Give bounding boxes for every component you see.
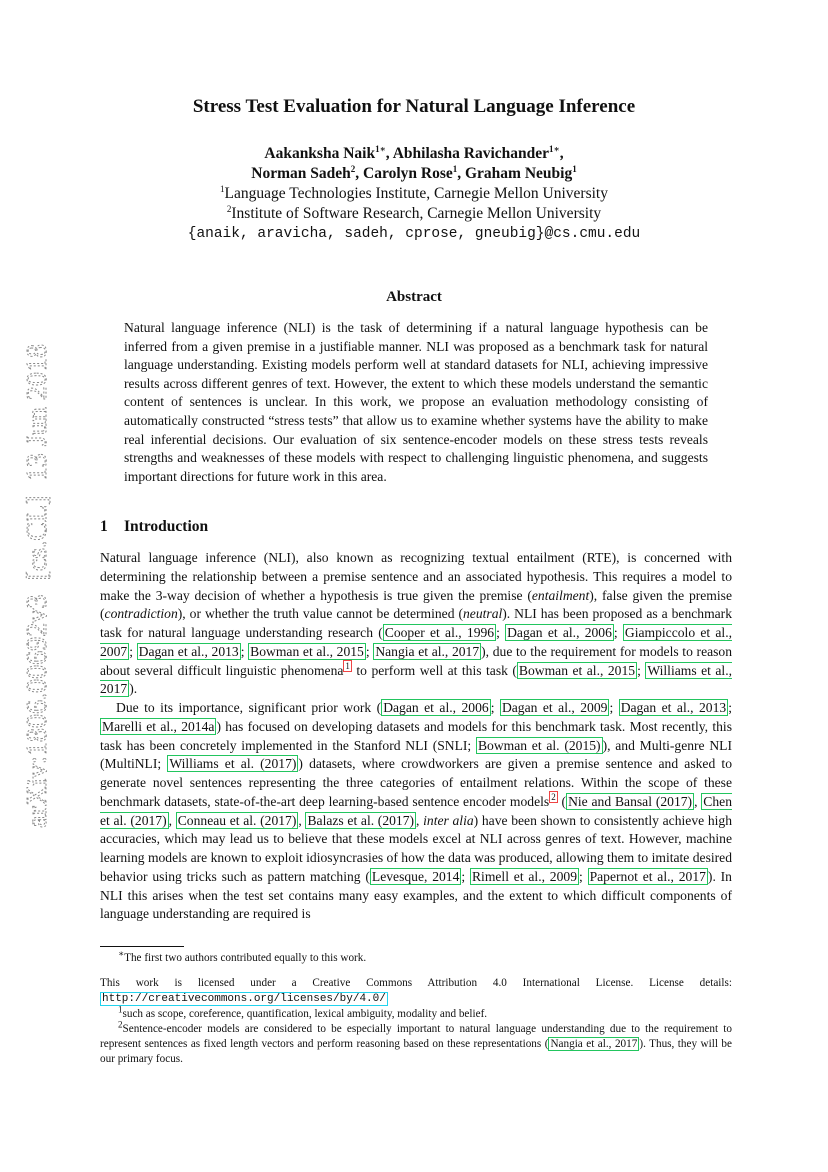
footnote-2: $^2$Sentence-encoder models are considered to be especially important to natural language understanding due to the requirement to represent sentences as fixed length vectors and perform reasoning based on these representations ( Nangia et al., 2017 ). Thus, they will be our primary focus. [100,1019,732,1065]
author-affiliation-mark: 1∗ [375,143,386,154]
citation-link[interactable]: Nangia et al., 2017 [375,643,480,659]
citation-link[interactable]: Giampiccolo et al., 2007 [100,625,732,659]
citation-link[interactable]: Nie and Bansal (2017) [568,793,693,809]
author-affiliation-mark: 1 [452,163,458,174]
citation-link[interactable]: Nangia et al., 2017 [550,1038,638,1050]
citation-link[interactable]: Marelli et al., 2014a [102,718,215,734]
citation-link[interactable]: Papernot et al., 2017 [589,868,706,884]
author-emails: {anaik, aravicha, sadeh, cprose, gneubig}@cs.cmu.edu [187,226,641,242]
intro-paragraph-2: Due to its importance, significant prior work ( Dagan et al., 2006 ; Dagan et al., 2009 ; Dagan et al., 2013 ; Marelli et al., 2014a ) has focused on developing datasets and models for this benchmark task. Most recently, this task has been concretely implemented in the Stanford NLI (SNLI; Bowman et al. (2015) ), and Multi-genre NLI (MultiNLI; Williams et al. (2017) ) datasets, where crowdworkers are given a premise sentence and asked to generate novel sentences representing the three categories of entailment relations. Within the scope of these benchmark datasets, state-of-the-art deep learning-based sentence encoder models $^2$ ( Nie and Bansal (2017) , Chen et al. (2017) , Conneau et al. (2017) , Balazs et al. (2017) , inter alia) have been shown to consistently achieve high accuracies, which may lead us to believe that these models excel at NLI across genres of text. However, machine learning models are known to exploit idiosyncrasies of how the data was produced, allowing them to imitate desired behavior using tricks such as pattern matching ( Levesque, 2014 ; Rimell et al., 2009 ; Papernot et al., 2017 ). In NLI this arises when the test set contains many easy examples, and the extent to which difficult components of language understanding are required is [100,700,733,922]
footnote-equal-contribution: ∗The first two authors contributed equally to this work. [118,948,367,964]
author-name: Abhilasha Ravichander [392,145,550,162]
citation-link[interactable]: Bowman et al., 2015 [518,662,636,678]
citation-link[interactable]: Williams et al. (2017) [169,756,297,772]
author-affiliation-mark: 2 [350,163,356,174]
author-names-line-2: Norman Sadeh$^2$, Carolyn Rose$^1$, Graham Neubig$^1$ [251,163,577,182]
paper-title: Stress Test Evaluation for Natural Language Inference [192,96,636,117]
license-url-link[interactable]: http://creativecommons.org/licenses/by/4.0/ [102,993,386,1005]
license-note: This work is licensed under a Creative Commons Attribution 4.0 International License. License details: http://creativecommons.org/licenses/by/4.0/ [100,977,732,1005]
citation-link[interactable]: Balazs et al. (2017) [307,812,415,828]
citation-link[interactable]: Dagan et al., 2013 [620,700,727,715]
affiliation-1: $^1$Language Technologies Institute, Carnegie Mellon University [220,183,608,202]
author-name: Carolyn Rose [363,165,453,182]
arxiv-identifier [16,340,56,830]
author-names-line-1: Aakanksha Naik$^{1∗}$, Abhilasha Ravichander$^{1∗}$, [264,143,564,162]
citation-link[interactable]: Conneau et al. (2017) [177,812,297,828]
citation-link[interactable]: Levesque, 2014 [371,868,460,884]
citation-link[interactable]: Bowman et al. (2015) [477,737,601,753]
footnote-ref-link[interactable]: 1 [345,660,350,671]
section-title: Introduction [124,518,209,535]
abstract-text: Natural language inference (NLI) is the task of determining if a natural language hypothesis can be inferred from a given premise in a justifiable manner. NLI was proposed as a benchmark task for natural language understanding. Existing models perform well at standard datasets for NLI, achieving impressive results across different genres of text. However, the extent to which these models understand the semantic content of sentences is unclear. In this work, we propose an evaluation methodology consisting of automatically constructed “stress tests” that allow us to examine whether systems have the ability to make real inferential decisions. Our evaluation of six sentence-encoder models on these stress tests reveals strengths and weaknesses of these models with respect to challenging linguistic phenomena, and suggests important directions for future work in this area. [124,320,708,484]
introduction-body [100,549,732,924]
arxiv-identifier-text: arXiv:1806.00692v3 [cs.CL] 13 Jun 2018 [22,345,53,828]
footnote-ref-link[interactable]: 2 [551,792,556,803]
citation-link[interactable]: Williams et al., 2017 [100,662,732,697]
author-name: Aakanksha Naik [264,145,376,162]
section-number: 1 [100,518,108,535]
affiliation-2: $^2$Institute of Software Research, Carnegie Mellon University [226,203,602,222]
citation-link[interactable]: Dagan et al., 2006 [383,700,489,715]
author-name: Norman Sadeh [251,165,351,182]
footnote-rule [100,946,184,947]
author-affiliation-mark: 1∗ [549,143,560,154]
footnotes [100,948,732,1067]
citation-link[interactable]: Cooper et al., 1996 [384,625,495,640]
citation-link[interactable]: Chen et al. (2017) [100,793,732,828]
author-name: Graham Neubig [464,165,573,182]
citation-link[interactable]: Dagan et al., 2006 [507,625,612,640]
footnote-1: $^1$such as scope, coreference, quantification, lexical ambiguity, modality and belief. [118,1004,488,1020]
author-affiliation-mark: 1 [572,163,577,174]
citation-link[interactable]: Bowman et al., 2015 [250,643,364,659]
citation-link[interactable]: Rimell et al., 2009 [471,868,577,884]
author-block [0,144,828,244]
citation-link[interactable]: Dagan et al., 2009 [501,700,608,715]
abstract-heading: Abstract [386,289,442,305]
section-heading-introduction [100,518,208,536]
intro-paragraph-1: Natural language inference (NLI), also known as recognizing textual entailment (RTE), is concerned with determining the relationship between a premise sentence and an associated hypothesis. This requires a model to make the 3-way decision of whether a hypothesis is true given the premise (entailment), false given the premise (contradiction), or whether the truth value cannot be determined (neutral). NLI has been proposed as a benchmark task for natural language understanding research ( Cooper et al., 1996 ; Dagan et al., 2006 ; Giampiccolo et al., 2007 ; Dagan et al., 2013 ; Bowman et al., 2015 ; Nangia et al., 2017 ), due to the requirement for models to reason about several difficult linguistic phenomena $^1$ to perform well at this task ( Bowman et al., 2015 ; Williams et al., 2017 ). [100,550,733,697]
citation-link[interactable]: Dagan et al., 2013 [138,643,239,659]
